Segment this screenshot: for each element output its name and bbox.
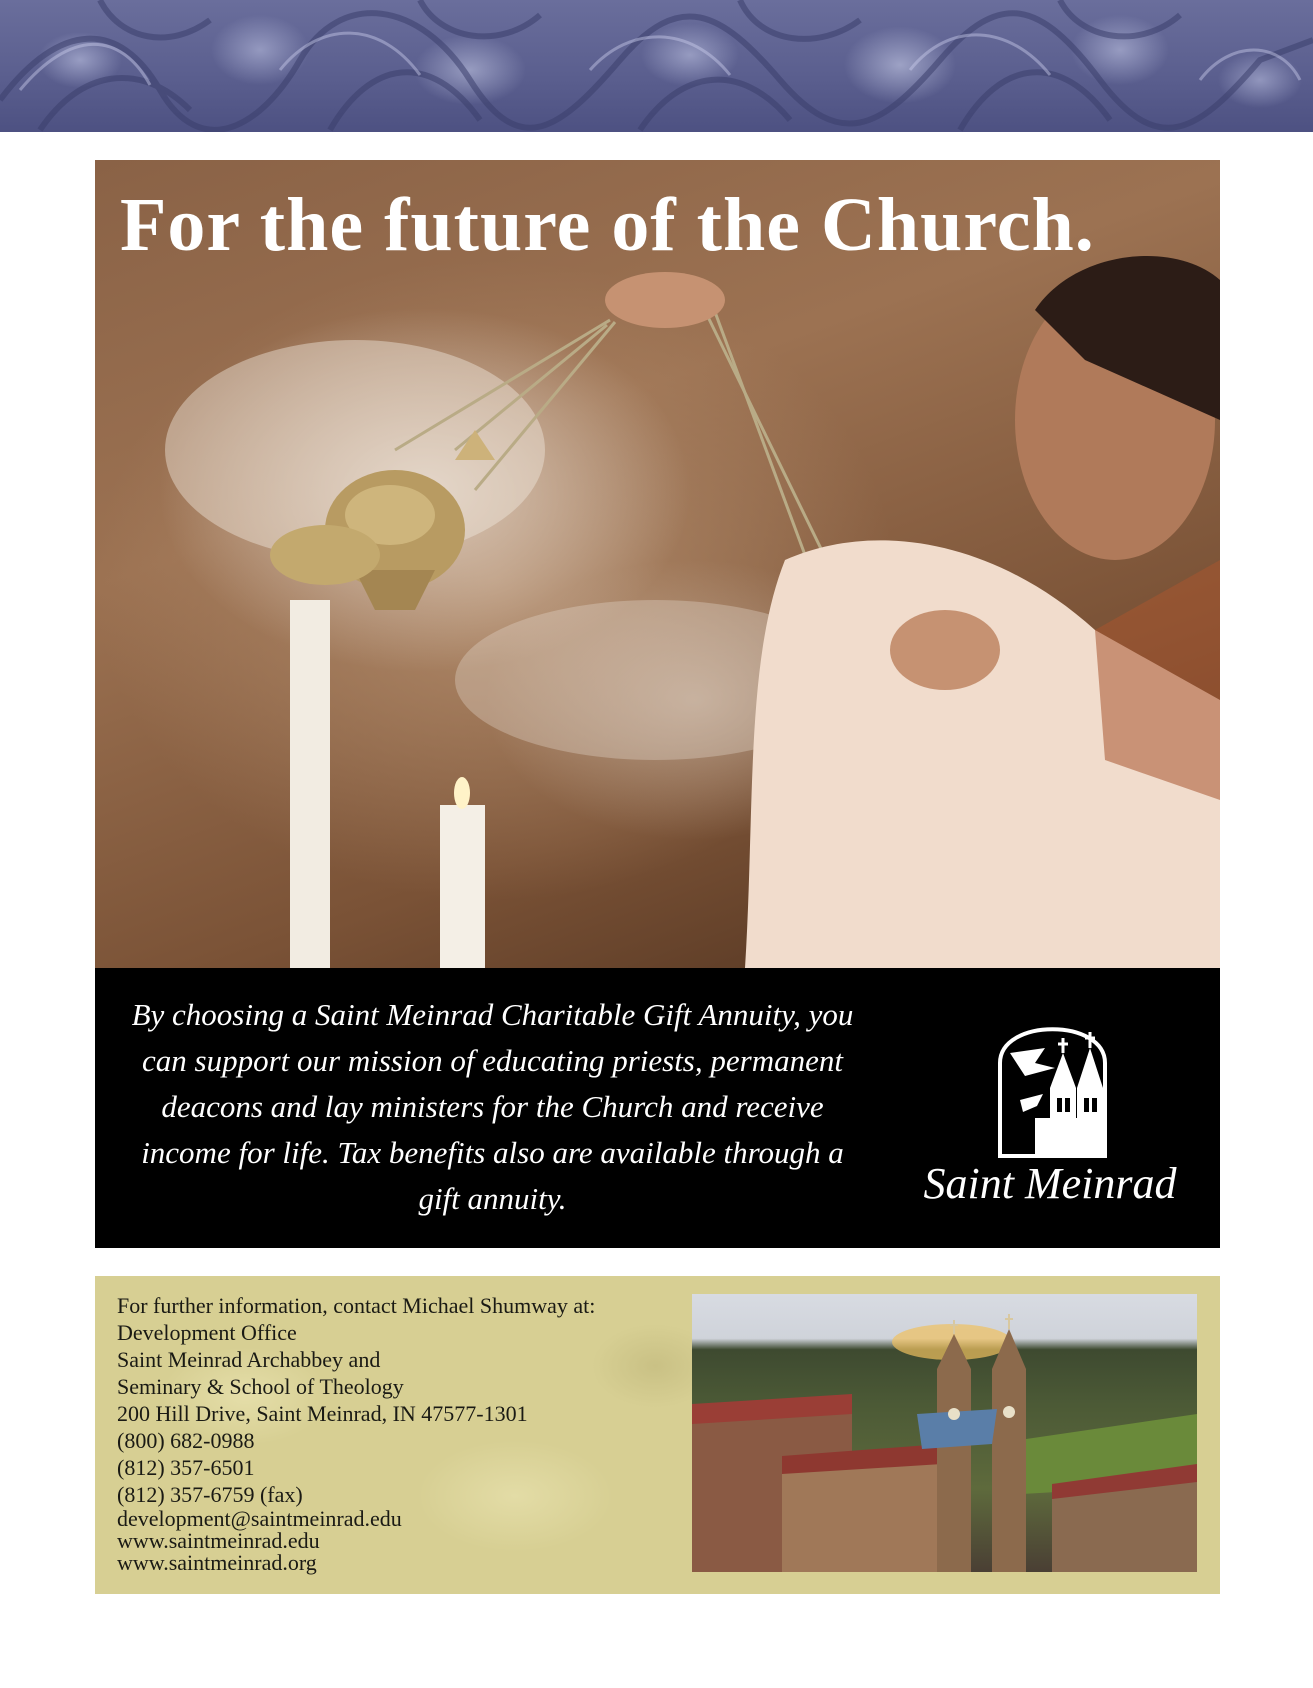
campus-aerial-photo xyxy=(692,1294,1197,1572)
message-band xyxy=(95,968,1220,1248)
abbey-towers-dove-icon xyxy=(905,1008,1195,1158)
logo-name: Saint Meinrad xyxy=(923,1159,1177,1208)
stone-carving-pattern xyxy=(0,0,1313,132)
thurible-scene-illustration xyxy=(95,160,1220,968)
contact-band xyxy=(95,1276,1220,1594)
contact-phone-tollfree: (800) 682-0988 xyxy=(117,1428,255,1453)
contact-address: 200 Hill Drive, Saint Meinrad, IN 47577-1301 xyxy=(117,1401,528,1426)
contact-phone: (812) 357-6501 xyxy=(117,1455,255,1480)
headline: For the future of the Church. xyxy=(120,183,1095,267)
contact-org-line-2: Seminary & School of Theology xyxy=(117,1374,404,1399)
contact-org-line-1: Saint Meinrad Archabbey and xyxy=(117,1347,381,1372)
hero-photo-thurible xyxy=(95,160,1220,968)
contact-fax: (812) 357-6759 (fax) xyxy=(117,1482,303,1507)
contact-info xyxy=(117,1292,595,1574)
contact-office: Development Office xyxy=(117,1320,297,1345)
carved-stone-banner xyxy=(0,0,1313,132)
campus-aerial-illustration xyxy=(692,1294,1197,1572)
saint-meinrad-logo xyxy=(905,1008,1195,1223)
gift-annuity-message: By choosing a Saint Meinrad Charitable Gift Annuity, you can support our mission of educating priests, permanent deacons and lay ministers for the Church and receive income for life. Tax benefits also are available through a gift annuity. xyxy=(131,997,854,1216)
contact-website-org-link[interactable]: www.saintmeinrad.org xyxy=(117,1550,317,1575)
contact-website-edu-link[interactable]: www.saintmeinrad.edu xyxy=(117,1528,320,1553)
contact-intro: For further information, contact Michael Shumway at: xyxy=(117,1293,596,1318)
contact-email-link[interactable]: development@saintmeinrad.edu xyxy=(117,1506,402,1531)
